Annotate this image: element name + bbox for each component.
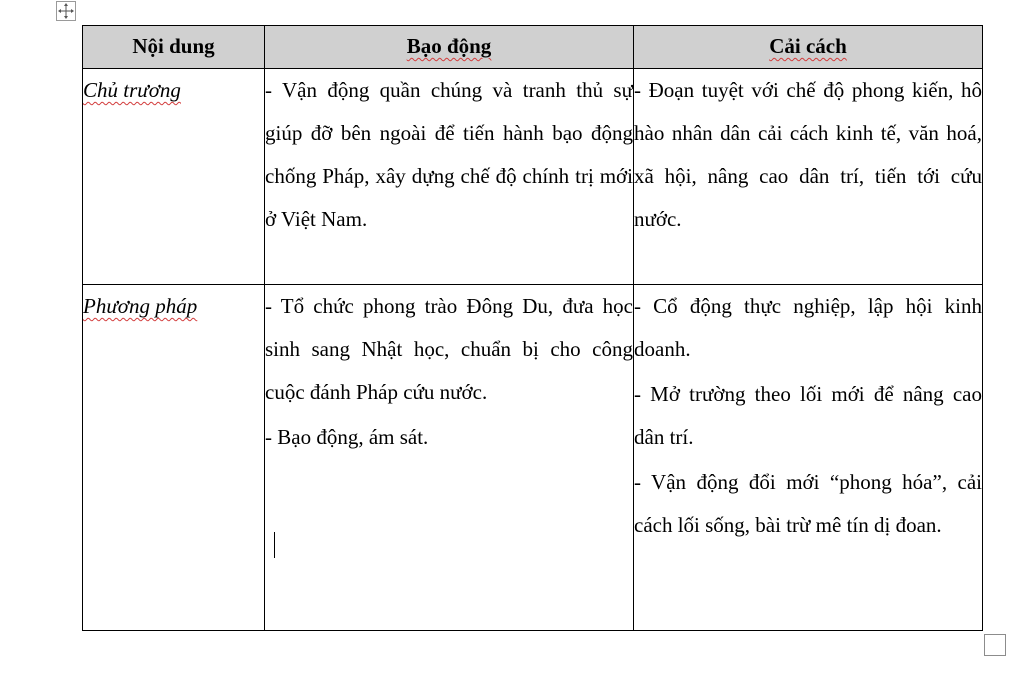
table-row-phuong-phap <box>83 285 983 631</box>
paragraph: - Vận động đổi mới “phong hóa”, cải cách lối sống, bài trừ mê tín dị đoan. <box>634 470 982 537</box>
header-bao-dong[interactable]: Bạo động <box>265 26 634 69</box>
paragraph: - Bạo động, ám sát. <box>265 425 429 449</box>
comparison-table <box>82 25 983 631</box>
paragraph: - Tổ chức phong trào Đông Du, đưa học sinh sang Nhật học, chuẩn bị cho công cuộc đánh Pháp cứu nước. <box>265 294 633 404</box>
text-cursor <box>274 532 275 558</box>
paragraph: - Mở trường theo lối mới để nâng cao dân trí. <box>634 382 982 449</box>
table-header-row <box>83 26 983 69</box>
cell-cai-cach-phuong-phap[interactable] <box>634 285 983 631</box>
table-move-handle-icon[interactable] <box>56 1 76 21</box>
cell-bao-dong-phuong-phap[interactable] <box>265 285 634 631</box>
paragraph: - Vận động quần chúng và tranh thủ sự giúp đỡ bên ngoài để tiến hành bạo động chống Pháp, xây dựng chế độ chính trị mới ở Việt Nam. <box>265 78 633 231</box>
header-noi-dung[interactable]: Nội dung <box>83 26 265 69</box>
row-label-chu-truong[interactable]: Chủ trương <box>83 69 265 285</box>
cell-bao-dong-chu-truong[interactable] <box>265 69 634 285</box>
paragraph: - Đoạn tuyệt với chế độ phong kiến, hô hào nhân dân cải cách kinh tế, văn hoá, xã hội, nâng cao dân trí, tiến tới cứu nước. <box>634 78 982 231</box>
row-label-phuong-phap[interactable]: Phương pháp <box>83 285 265 631</box>
header-cai-cach[interactable]: Cải cách <box>634 26 983 69</box>
table-resize-handle[interactable] <box>984 634 1006 656</box>
paragraph: - Cổ động thực nghiệp, lập hội kinh doanh. <box>634 294 982 361</box>
cell-cai-cach-chu-truong[interactable] <box>634 69 983 285</box>
table-row-chu-truong <box>83 69 983 285</box>
